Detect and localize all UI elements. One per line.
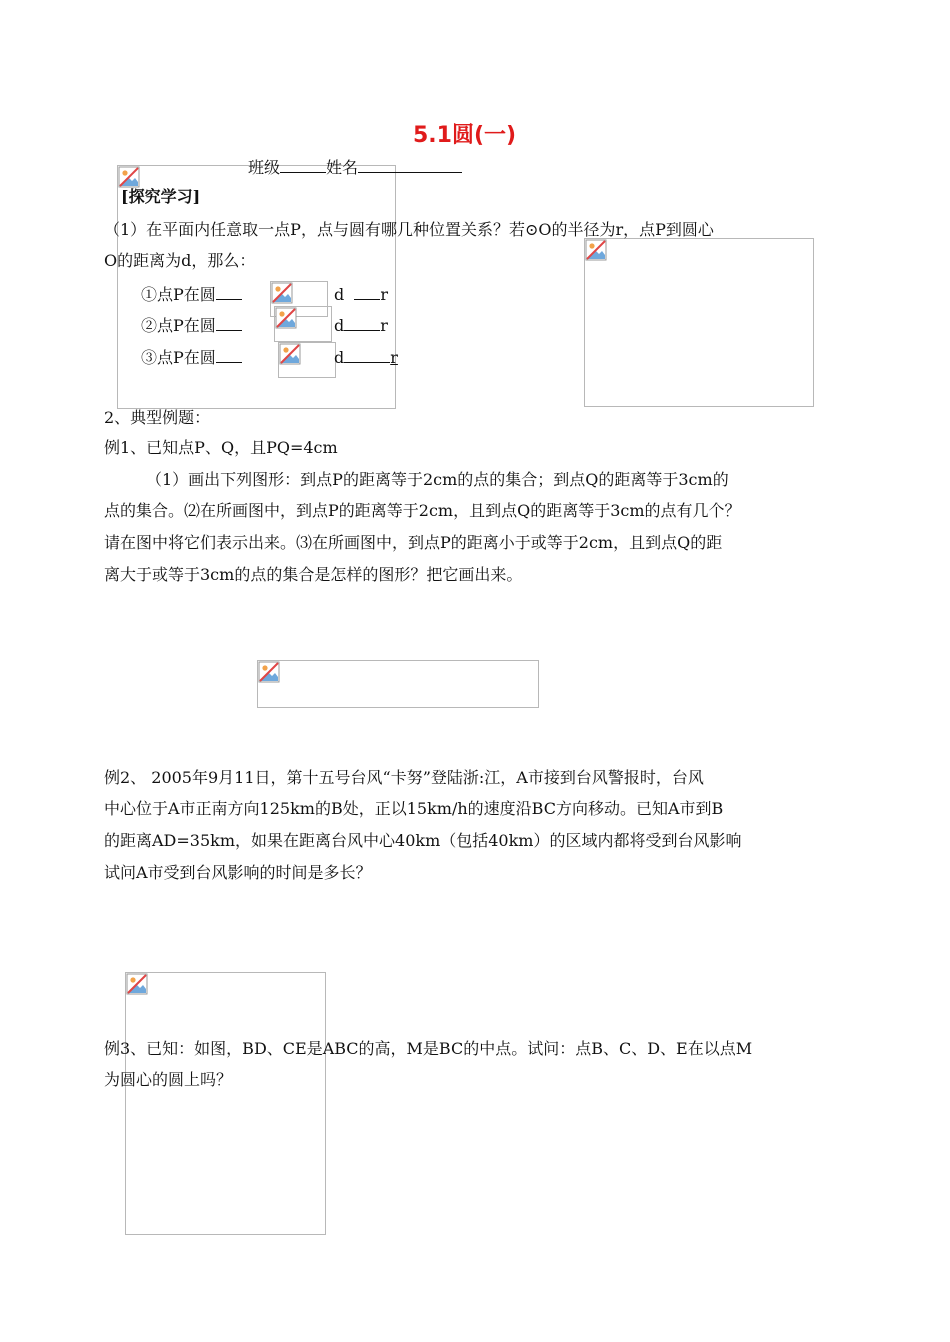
example1-line4: 离大于或等于3cm的点的集合是怎样的图形？把它画出来。 [104,565,523,584]
relation-blank [344,314,380,331]
name-label: 姓名 [326,158,359,177]
question1-line2: O的距离为d，那么： [104,251,256,270]
relation-d: d [334,348,345,367]
page-title: 5.1圆(一) [413,123,517,148]
broken-image-icon [279,343,301,365]
example1-line3: 请在图中将它们表示出来。⑶在所画图中，到点P的距离小于或等于2cm，且到点Q的距 [104,533,723,552]
relation-d: d [334,316,345,335]
relation-item-3 [334,346,398,368]
example1-line0: 例1、已知点P、Q，且PQ=4cm [104,438,338,457]
position-item-3 [141,346,242,368]
broken-image-icon [126,973,148,995]
relation-item-1 [334,283,388,305]
relation-r: r [380,316,388,335]
example2-line4: 试问A市受到台风影响的时间是多长？ [104,863,372,882]
relation-item-2 [334,314,388,336]
relation-r: r [390,348,398,367]
position-item-label: ③点P在圆 [141,348,216,367]
name-blank [358,156,462,173]
example1-line1: （1）画出下列图形：到点P的距离等于2cm的点的集合；到点Q的距离等于3cm的 [146,470,729,489]
image-frame-example3 [125,972,326,1235]
example3-line2: 为圆心的圆上吗？ [104,1070,233,1089]
answer-blank [216,283,242,300]
answer-blank [216,346,242,363]
broken-image-icon [118,166,140,188]
position-item-1 [141,283,242,305]
position-item-2 [141,314,242,336]
question1-line1: （1）在平面内任意取一点P，点与圆有哪几种位置关系？若⊙O的半径为r，点P到圆心 [104,220,714,239]
example3-line1: 例3、已知：如图，BD、CE是ABC的高，M是BC的中点。试问：点B、C、D、E在以点M [104,1039,753,1058]
image-frame-example1 [257,660,539,708]
relation-r: r [380,285,389,304]
class-name-line [248,156,462,178]
example2-line3: 的距离AD=35km，如果在距离台风中心40km（包括40km）的区域内都将受到台风影响 [104,831,742,850]
example2-line1: 例2、 2005年9月11日，第十五号台风“卡努”登陆浙:江，A市接到台风警报时，台风 [104,768,704,787]
position-item-label: ①点P在圆 [141,285,216,304]
example1-line2: 点的集合。⑵在所画图中，到点P的距离等于2cm，且到点Q的距离等于3cm的点有几个？ [104,501,741,520]
broken-image-icon [585,239,607,261]
example2-line2: 中心位于A市正南方向125km的B处，正以15km/h的速度沿BC方向移动。已知A市到B [104,799,724,818]
class-label: 班级 [248,158,281,177]
broken-image-icon [258,661,280,683]
section-heading-examples: 2、典型例题： [104,408,211,427]
relation-blank [344,346,390,363]
section-heading-explore: [探究学习] [121,187,201,206]
answer-blank [216,314,242,331]
broken-image-icon [271,282,293,304]
broken-image-icon [275,307,297,329]
relation-d: d [334,285,345,304]
position-item-label: ②点P在圆 [141,316,216,335]
relation-blank [354,283,380,300]
class-blank [280,156,326,173]
image-frame-right-top [584,238,814,407]
